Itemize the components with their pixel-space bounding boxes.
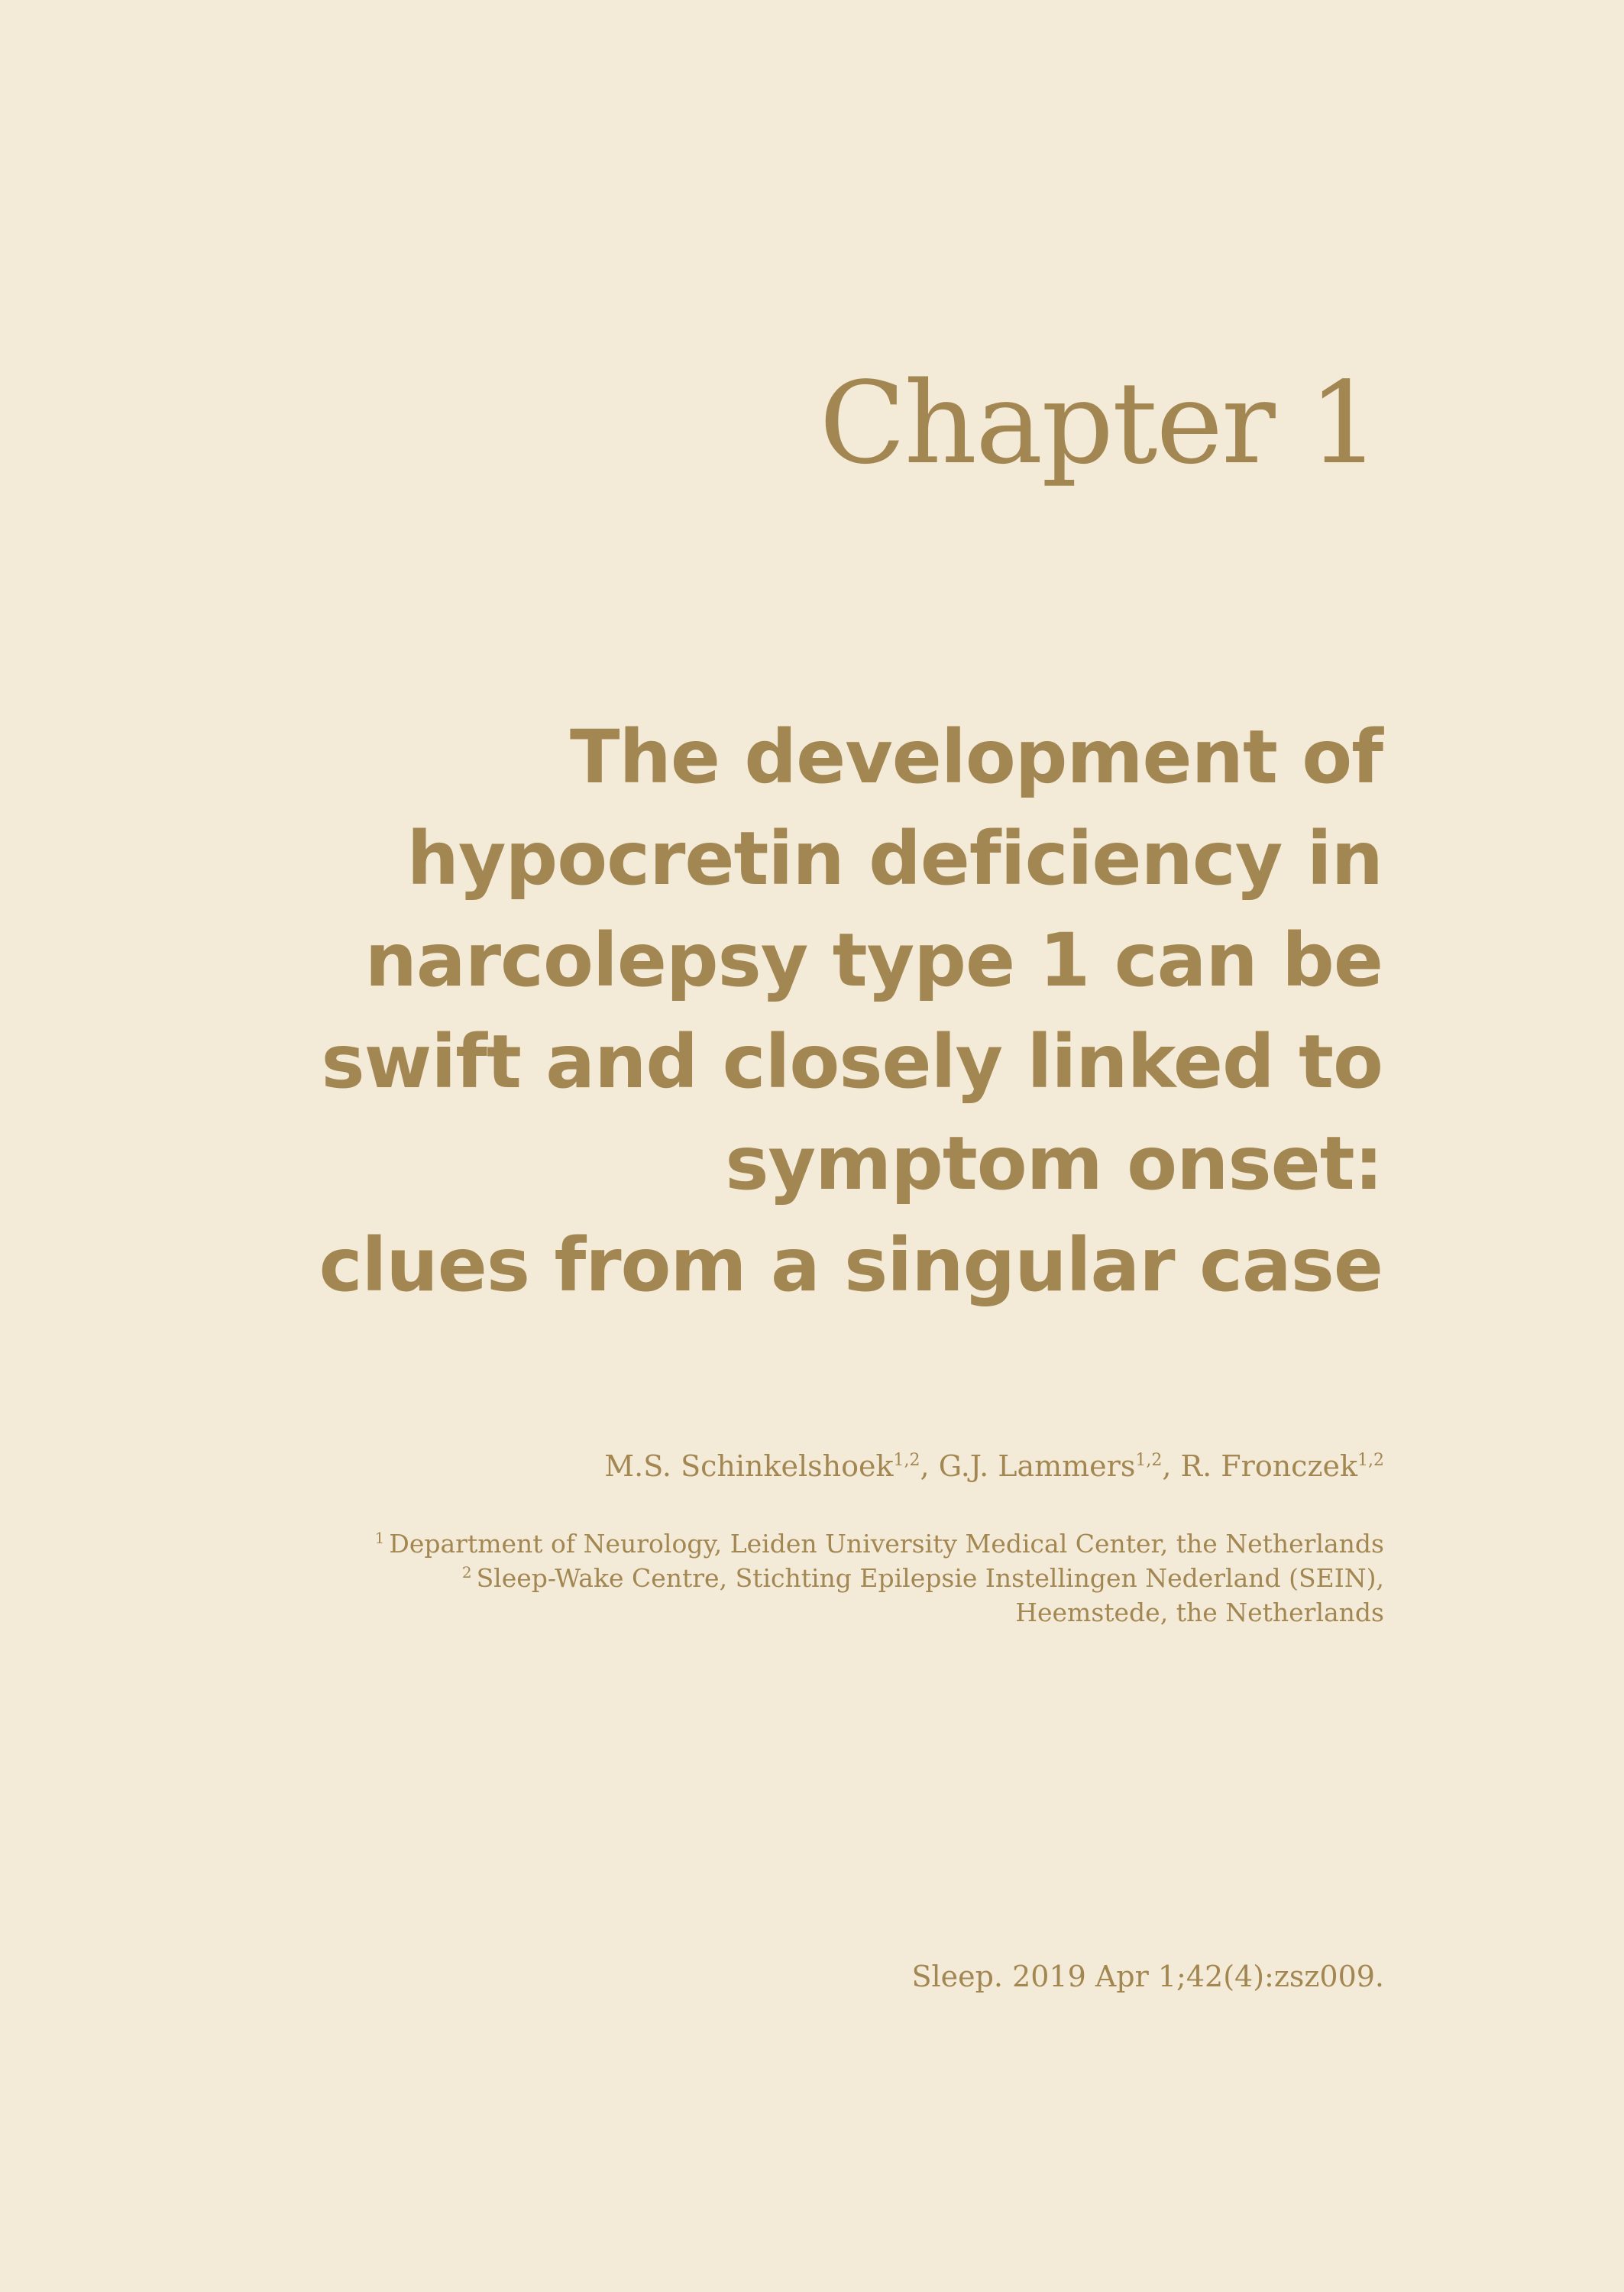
citation: Sleep. 2019 Apr 1;42(4):zsz009. [911,1960,1384,1993]
author-separator: , [920,1449,939,1483]
affiliation-text: Sleep-Wake Centre, Stichting Epilepsie Instellingen Nederland (SEIN), [476,1563,1384,1593]
title-line: The development of [570,714,1383,800]
affiliation-line [315,1526,1384,1561]
affiliation-line [315,1595,1384,1630]
author-name: M.S. Schinkelshoek [604,1449,894,1483]
title-line: narcolepsy type 1 can be [364,918,1383,1003]
affiliation-list [315,1526,1384,1630]
author-affiliation-marker: 1,2 [1135,1451,1163,1470]
author-affiliation-marker: 1,2 [893,1451,920,1470]
affiliation-marker: 1 [374,1529,385,1547]
author-affiliation-marker: 1,2 [1357,1451,1384,1470]
author-list [604,1449,1384,1483]
title-line: swift and closely linked to [321,1019,1383,1105]
affiliation-text: Department of Neurology, Leiden University Medical Center, the Netherlands [389,1529,1384,1559]
author-separator: , [1162,1449,1181,1483]
chapter-heading: Chapter 1 [819,358,1379,489]
affiliation-text: Heemstede, the Netherlands [1015,1598,1384,1627]
affiliation-line [315,1561,1384,1595]
article-title [237,707,1383,1316]
affiliation-marker: 2 [461,1563,472,1581]
title-line: clues from a singular case [319,1222,1383,1308]
author-name: G.J. Lammers [938,1449,1136,1483]
title-line: hypocretin deficiency in [406,816,1383,902]
title-line: symptom onset: [725,1121,1383,1206]
author-name: R. Fronczek [1180,1449,1357,1483]
